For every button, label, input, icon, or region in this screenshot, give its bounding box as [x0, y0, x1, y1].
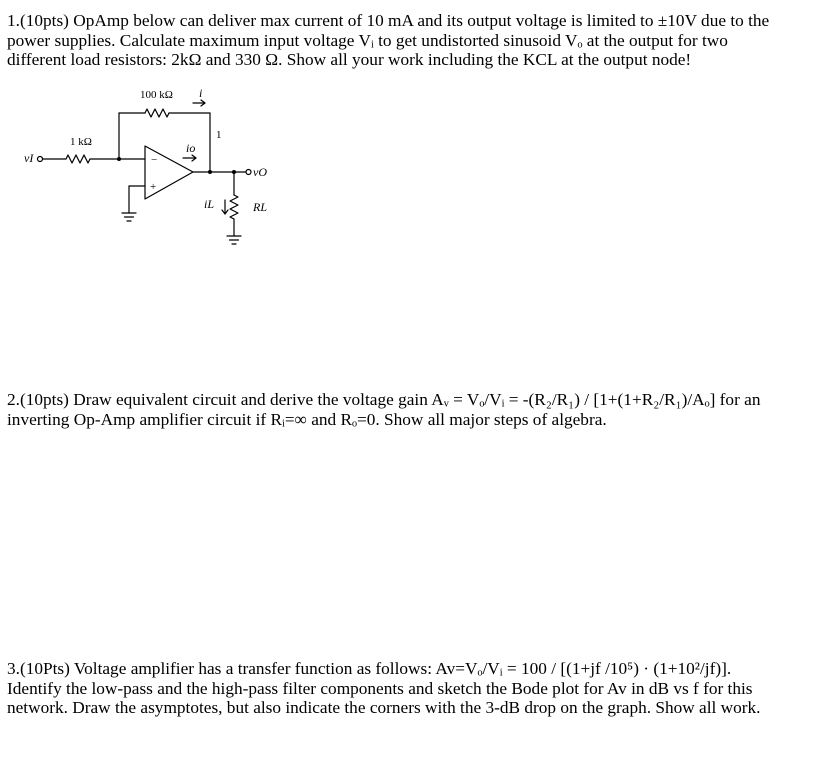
- output-terminal: [246, 170, 251, 175]
- input-resistor: [66, 155, 90, 163]
- question-1-line-3: different load resistors: 2kΩ and 330 Ω. Show all your work including the KCL at the output node!: [7, 50, 692, 69]
- junction-dot-input: [117, 157, 121, 161]
- noninverting-sign: +: [150, 181, 157, 193]
- question-3: [7, 659, 819, 718]
- question-3-line-2: Identify the low-pass and the high-pass filter components and sketch the Bode plot for Av in dB vs f for this: [7, 678, 753, 698]
- question-3-line-1: 3.(10Pts) Voltage amplifier has a transfer function as follows: Av=Vₒ/Vᵢ = 100 / [(1+jf /10⁵) · (1+10²/jf)].: [7, 659, 732, 678]
- current-io-label: io: [186, 141, 196, 155]
- question-2-line-1: 2.(10pts) Draw equivalent circuit and derive the voltage gain Aᵥ = Vₒ/Vᵢ = -(R₂/R₁) / [1+(1+R₂/R₁)/Aₒ] for an: [7, 390, 761, 409]
- question-1-line-2: power supplies. Calculate maximum input voltage Vᵢ to get undistorted sinusoid Vₒ at the output for two: [7, 30, 728, 50]
- feedback-resistor-label: 100 kΩ: [140, 89, 173, 101]
- node-1-label: 1: [216, 129, 222, 141]
- load-resistor-label: RL: [253, 200, 268, 214]
- feedback-resistor: [145, 109, 169, 117]
- question-1-line-1: 1.(10pts) OpAmp below can deliver max current of 10 mA and its output voltage is limited to ±10V due to the: [7, 11, 770, 30]
- question-2-line-2: inverting Op-Amp amplifier circuit if Rᵢ=∞ and Rₒ=0. Show all major steps of algebra.: [7, 409, 607, 429]
- question-2: [7, 390, 819, 429]
- load-resistor: [230, 195, 238, 219]
- inverting-sign: −: [151, 154, 158, 166]
- output-voltage-label: vO: [253, 165, 267, 179]
- junction-dot-output: [208, 170, 212, 174]
- current-i-label: i: [199, 86, 203, 100]
- question-3-line-3: network. Draw the asymptotes, but also indicate the corners with the 3-dB drop on the graph. Show all work.: [7, 698, 761, 717]
- input-resistor-label: 1 kΩ: [70, 136, 92, 148]
- current-iL-label: iL: [204, 197, 215, 211]
- input-terminal: [38, 157, 43, 162]
- junction-dot-load: [232, 170, 236, 174]
- input-voltage-label: vI: [24, 151, 34, 165]
